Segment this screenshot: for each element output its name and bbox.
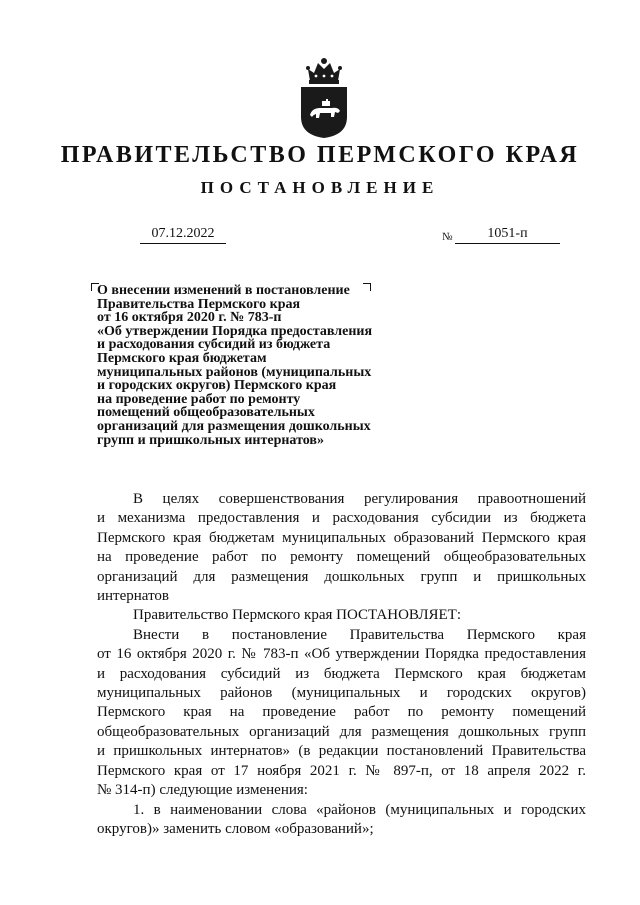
body-line: В целях совершенствования регулирования правоотношений <box>133 491 586 507</box>
body-line: на проведение работ по ремонту помещений общеобразовательных <box>97 549 586 566</box>
document-number: 1051-п <box>455 226 560 244</box>
title-line: О внесении изменений в постановление <box>97 283 350 298</box>
body-line: Пермского края бюджетам муниципальных образований Пермского края <box>97 529 586 546</box>
title-line: и расходования субсидий из бюджета <box>97 337 331 353</box>
body-line: округов)» заменить словом «образований»; <box>97 820 374 837</box>
body-line: и механизма предоставления и расходования субсидии из бюджета <box>97 510 586 527</box>
body-line: интернатов <box>97 588 170 605</box>
title-line: Правительства Пермского края <box>97 296 301 312</box>
title-line: «Об утверждении Порядка предоставления <box>97 323 373 339</box>
title-line: от 16 октября 2020 г. № 783-п <box>97 310 282 326</box>
coat-of-arms-icon <box>298 55 350 139</box>
document-type: ПОСТАНОВЛЕНИЕ <box>200 178 440 197</box>
body-line: № 314-п) следующие изменения: <box>97 782 308 799</box>
document-title <box>97 284 407 447</box>
title-line: Пермского края бюджетам <box>97 350 267 366</box>
title-line: на проведение работ по ремонту <box>97 391 301 407</box>
body-line: Пермского края на проведение работ по ремонту помещений <box>97 704 586 721</box>
body-line: Внести в постановление Правительства Пермского края <box>133 626 586 643</box>
document-date: 07.12.2022 <box>140 226 226 244</box>
document-body <box>97 490 586 839</box>
body-line: общеобразовательных организаций для размещения дошкольных групп <box>97 723 586 740</box>
paragraph-item-1 <box>97 801 586 840</box>
body-line: от 16 октября 2020 г. № 783-п «Об утверждении Порядка предоставления <box>97 646 586 663</box>
number-sign: № <box>442 231 453 243</box>
title-line: групп и пришкольных интернатов» <box>97 432 324 448</box>
body-line: и пришкольных интернатов» (в редакции постановлений Правительства <box>97 743 586 760</box>
title-line: помещений общеобразовательных <box>97 405 315 421</box>
paragraph-resolves: Правительство Пермского края ПОСТАНОВЛЯЕТ: <box>133 607 462 624</box>
body-line: Пермского края от 17 ноября 2021 г. № 897-п, от 18 апреля 2022 г. <box>97 762 586 779</box>
body-line: и расходования субсидий из бюджета Пермского края бюджетам <box>97 665 586 682</box>
paragraph-preamble <box>97 490 586 606</box>
body-line: 1. в наименовании слова «районов (муниципальных и городских <box>133 801 586 818</box>
title-line: и городских округов) Пермского края <box>97 378 337 394</box>
body-line: муниципальных районов (муниципальных и городских округов) <box>97 685 586 702</box>
government-title: ПРАВИТЕЛЬСТВО ПЕРМСКОГО КРАЯ <box>60 142 580 168</box>
paragraph-amend <box>97 626 586 801</box>
title-line: муниципальных районов (муниципальных <box>97 364 372 380</box>
body-line: организаций для размещения дошкольных групп и пришкольных <box>97 568 586 585</box>
title-line: организаций для размещения дошкольных <box>97 418 371 434</box>
